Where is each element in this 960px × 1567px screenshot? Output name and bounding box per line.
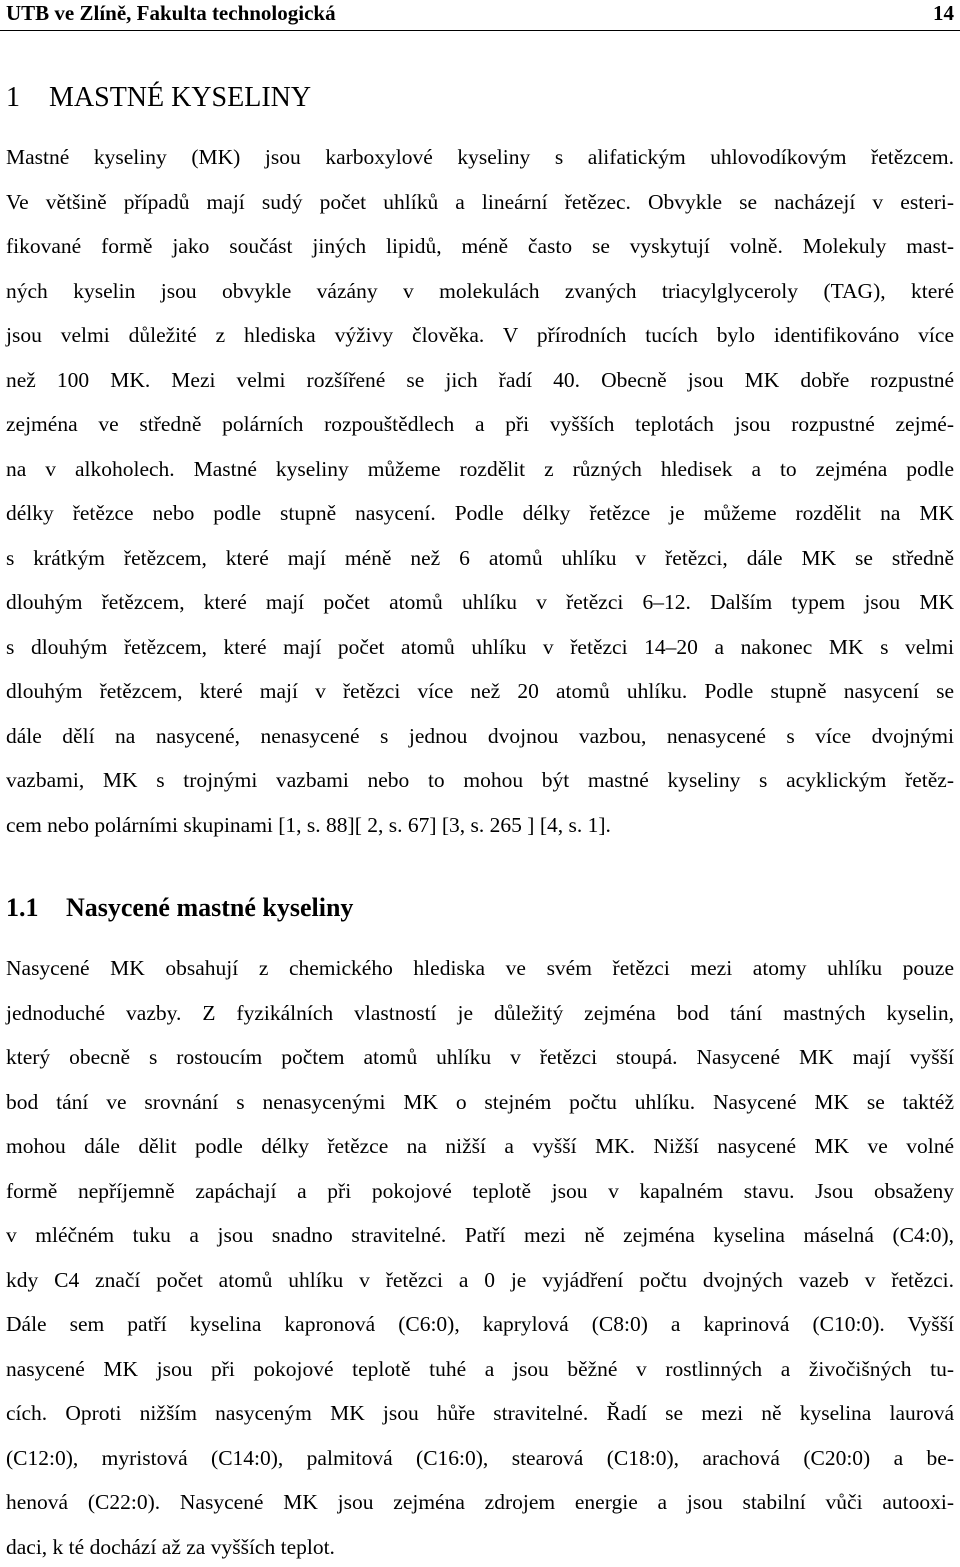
text-line: zejména ve středně polárních rozpouštědlech a při vyšších teplotách jsou rozpustné zejmé- (6, 412, 954, 436)
text-line: než 100 MK. Mezi velmi rozšířené se jich řadí 40. Obecně jsou MK dobře rozpustné (6, 367, 954, 392)
text-line: Nasycené MK obsahují z chemického hlediska ve svém řetězci mezi atomy uhlíku pouze (6, 956, 954, 980)
text-line: Mastné kyseliny (MK) jsou karboxylové kyseliny s alifatickým uhlovodíkovým řetězcem. (6, 145, 954, 169)
text-line: dlouhým řetězcem, které mají v řetězci více než 20 atomů uhlíku. Podle stupně nasycení se (6, 679, 954, 703)
section-number: 1.1 (6, 893, 39, 922)
header-rule (0, 30, 960, 31)
header-page-number: 14 (933, 1, 954, 25)
text-line: délky řetězce nebo podle stupně nasycení. Podle délky řetězce je můžeme rozdělit na MK (6, 501, 954, 525)
text-line: henová (C22:0). Nasycené MK jsou zejména zdrojem energie a jsou stabilní vůči autooxi- (6, 1490, 954, 1514)
text-line: cích. Oproti nižším nasyceným MK jsou hůře stravitelné. Řadí se mezi ně kyselina laurová (6, 1401, 954, 1425)
text-line: dlouhým řetězcem, které mají počet atomů uhlíku v řetězci 6–12. Dalším typem jsou MK (6, 590, 954, 614)
text-line: fikované formě jako součást jiných lipidů, méně často se vyskytují volně. Molekuly mast- (6, 234, 954, 258)
text-line: který obecně s rostoucím počtem atomů uhlíku v řetězci stoupá. Nasycené MK mají vyšší (6, 1045, 954, 1069)
text-line: bod tání ve srovnání s nenasycenými MK o stejném počtu uhlíku. Nasycené MK se taktéž (6, 1089, 954, 1114)
text-line: cem nebo polárními skupinami [1, s. 88][ 2, s. 67] [3, s. 265 ] [4, s. 1]. (6, 812, 611, 837)
text-line: jednoduché vazby. Z fyzikálních vlastností je důležitý zejména bod tání mastných kyselin, (6, 1000, 954, 1025)
text-line: (C12:0), myristová (C14:0), palmitová (C16:0), stearová (C18:0), arachová (C20:0) a be- (6, 1445, 954, 1470)
text-line: nasycené MK jsou při pokojové teplotě tuhé a jsou běžné v rostlinných a živočišných tu- (6, 1356, 954, 1381)
text-line: Ve většině případů mají sudý počet uhlíků a lineární řetězec. Obvykle se nacházejí v esteri- (6, 189, 954, 214)
text-line: s krátkým řetězcem, které mají méně než 6 atomů uhlíku v řetězci, dále MK se středně (6, 545, 954, 570)
text-line: jsou velmi důležité z hlediska výživy člověka. V přírodních tucích bylo identifikováno více (6, 323, 954, 347)
section-heading (6, 888, 353, 928)
text-line: vazbami, MK s trojnými vazbami nebo to mohou být mastné kyseliny s acyklickým řetěz- (6, 768, 954, 792)
text-line: v mléčném tuku a jsou snadno stravitelné. Patří mezi ně zejména kyselina máselná (C4:0), (6, 1223, 954, 1247)
header-institution: UTB ve Zlíně, Fakulta technologická (6, 1, 336, 25)
text-line: kdy C4 značí počet atomů uhlíku v řetězci a 0 je vyjádření počtu dvojných vazeb v řetězci. (6, 1267, 954, 1292)
text-line: ných kyselin jsou obvykle vázány v molekulách zvaných triacylglyceroly (TAG), které (6, 278, 954, 303)
text-line: dále dělí na nasycené, nenasycené s jednou dvojnou vazbou, nenasycené s více dvojnými (6, 723, 954, 748)
text-line: s dlouhým řetězcem, které mají počet atomů uhlíku v řetězci 14–20 a nakonec MK s velmi (6, 634, 954, 659)
chapter-title: MASTNÉ KYSELINY (49, 82, 312, 113)
running-header (6, 0, 954, 30)
chapter-number: 1 (6, 82, 20, 113)
text-line: Dále sem patří kyselina kapronová (C6:0), kaprylová (C8:0) a kaprinová (C10:0). Vyšší (6, 1312, 954, 1336)
text-line: na v alkoholech. Mastné kyseliny můžeme rozdělit z různých hledisek a to zejména podle (6, 456, 954, 481)
text-line: mohou dále dělit podle délky řetězce na nižší a vyšší MK. Nižší nasycené MK ve volné (6, 1134, 954, 1158)
chapter-heading (6, 78, 311, 118)
text-line: formě nepříjemně zapáchají a při pokojové teplotě jsou v kapalném stavu. Jsou obsaženy (6, 1178, 954, 1203)
section-title: Nasycené mastné kyseliny (66, 893, 354, 922)
text-line: daci, k té dochází až za vyšších teplot. (6, 1534, 335, 1559)
